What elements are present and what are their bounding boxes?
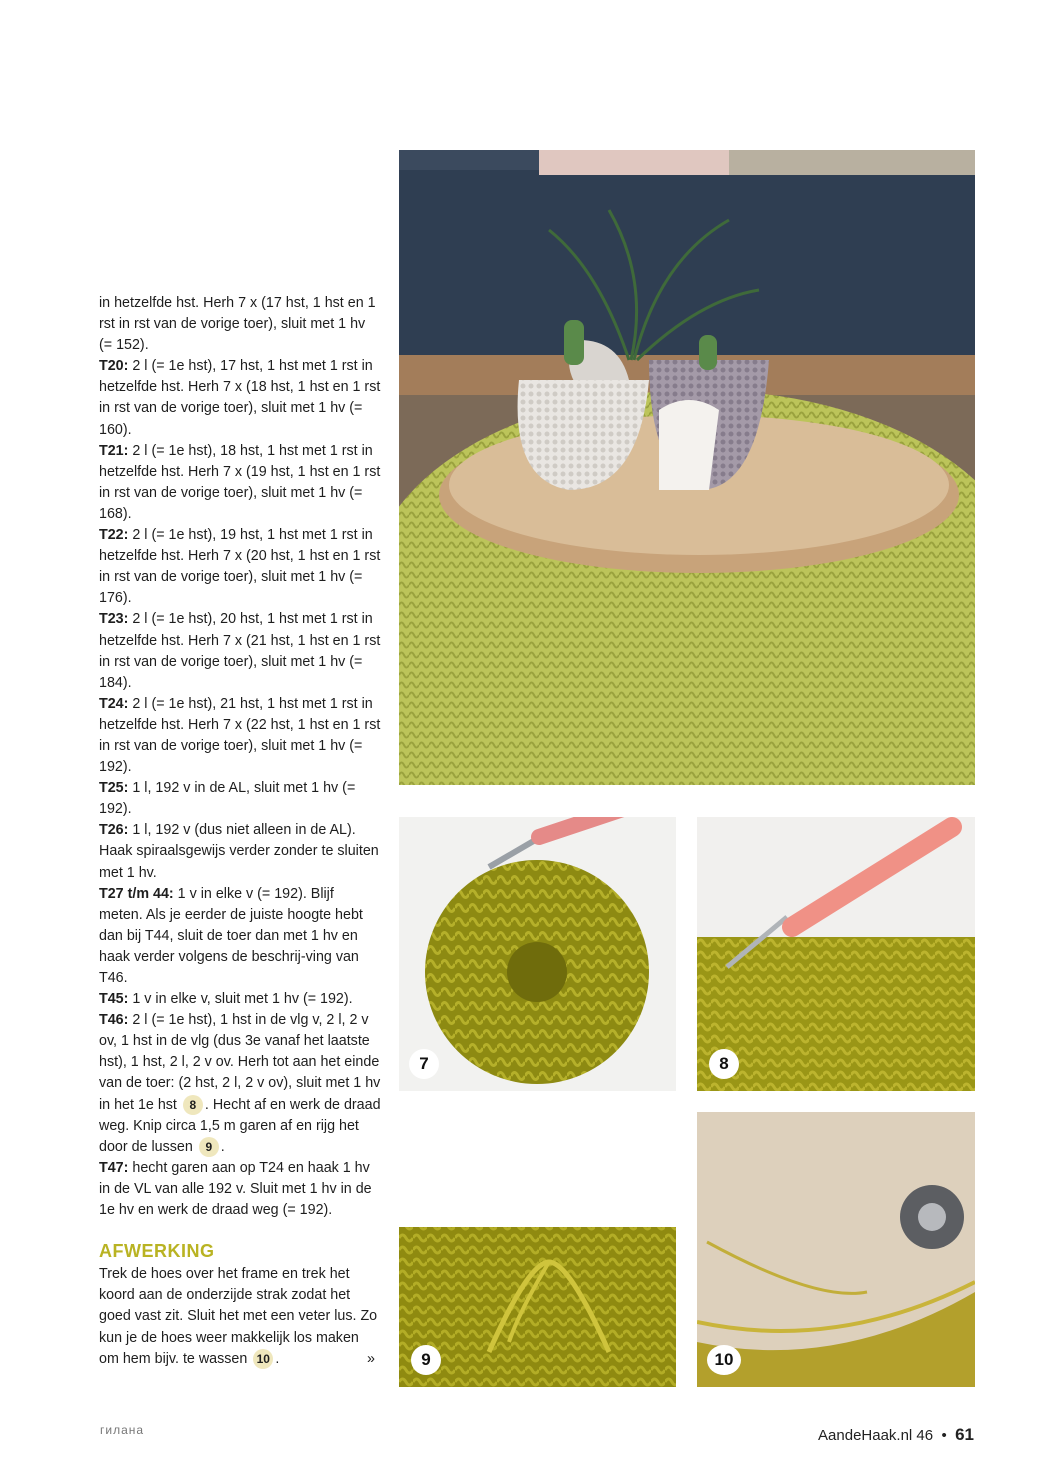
round-row	[99, 778, 381, 820]
photo-10	[697, 1112, 975, 1387]
round-label: T26:	[99, 822, 129, 839]
footer-site: AandeHaak.nl 46	[818, 1427, 934, 1444]
round-label: T47:	[99, 1159, 129, 1176]
round-text: 1 v in elke v (= 192). Blijf meten. Als je eerder de juiste hoogte hebt dan bij T44, sluit de toer dan met 1 hv en haak verder volgens de beschrij-ving van T46.	[99, 885, 363, 986]
round-text: .	[220, 1138, 225, 1155]
footer-page-info	[818, 1425, 974, 1445]
finish-end: .	[275, 1350, 280, 1367]
round-label: T27 t/m 44:	[99, 885, 174, 902]
round-row	[99, 884, 381, 989]
photo-ref-badge: 10	[253, 1349, 273, 1369]
round-row	[99, 356, 381, 440]
photo-number: 10	[707, 1345, 741, 1375]
round-list	[99, 356, 381, 1010]
round-text: hecht garen aan op T24 en haak 1 hv in de VL van alle 192 v. Sluit met 1 hv in de 1e hv en werk de draad weg (= 192).	[99, 1159, 372, 1219]
round-label: T46:	[99, 1012, 129, 1029]
round-label: T45:	[99, 991, 129, 1008]
section-title: AFWERKING	[99, 1241, 215, 1262]
paragraph-intro: in hetzelfde hst. Herh 7 x (17 hst, 1 hst en 1 rst in rst van de vorige toer), sluit met 1 hv (= 152).	[99, 295, 376, 354]
photo-ref-badge: 8	[183, 1095, 203, 1115]
photo-number: 9	[411, 1345, 441, 1375]
footer-bullet: •	[941, 1427, 947, 1444]
page-number: 61	[955, 1425, 974, 1444]
round-label: T20:	[99, 358, 129, 375]
round-text: 2 l (= 1e hst), 20 hst, 1 hst met 1 rst in hetzelfde hst. Herh 7 x (21 hst, 1 hst en 1 rst in rst van de vorige toer), sluit met 1 hv (= 184).	[99, 611, 381, 691]
finish-paragraph	[99, 1264, 381, 1369]
round-text: 2 l (= 1e hst), 19 hst, 1 hst met 1 rst in hetzelfde hst. Herh 7 x (20 hst, 1 hst en 1 rst in rst van de vorige toer), sluit met 1 hv (= 176).	[99, 527, 381, 607]
round-label: T21:	[99, 442, 129, 459]
photo-9	[399, 1112, 676, 1387]
round-row	[99, 694, 381, 778]
photo-8	[697, 817, 975, 1091]
round-text: 1 l, 192 v (dus niet alleen in de AL). Haak spiraalsgewijs verder zonder te sluiten met 1 hv.	[99, 822, 379, 881]
round-label: T23:	[99, 611, 129, 628]
photo-number: 7	[409, 1049, 439, 1079]
round-text: 1 v in elke v, sluit met 1 hv (= 192).	[128, 991, 353, 1008]
round-row	[99, 820, 381, 883]
main-photo-pouf	[399, 150, 975, 785]
photo-ref-badge: 9	[199, 1137, 219, 1157]
footer-watermark: гилана	[100, 1423, 145, 1437]
round-label: T25:	[99, 780, 129, 797]
round-label: T22:	[99, 527, 129, 544]
round-t47	[99, 1158, 381, 1221]
round-row	[99, 609, 381, 693]
round-label: T24:	[99, 695, 129, 712]
round-text: 2 l (= 1e hst), 1 hst in de vlg v, 2 l, 2 v ov, 1 hst in de vlg (dus 3e vanaf het laatste hst), 1 hst, 2 l, 2 v ov. Herh tot aan het einde van de toer: (2 hst, 2 l, 2 v ov), sluit met 1 hv in het 1e hst	[99, 1012, 381, 1113]
round-text: . Hecht af en werk de draad weg. Knip circa 1,5 m garen af en rijg het door de lussen	[99, 1096, 381, 1155]
round-row	[99, 989, 381, 1010]
photo-number: 8	[709, 1049, 739, 1079]
finish-text: Trek de hoes over het frame en trek het koord aan de onderzijde strak zodat het goed vast zit. Sluit het met een veter lus. Zo kun je de hoes weer makkelijk los maken om hem bijv. te wassen	[99, 1266, 378, 1367]
round-text: 2 l (= 1e hst), 18 hst, 1 hst met 1 rst in hetzelfde hst. Herh 7 x (19 hst, 1 hst en 1 rst in rst van de vorige toer), sluit met 1 hv (= 168).	[99, 442, 381, 522]
round-text: 1 l, 192 v in de AL, sluit met 1 hv (= 192).	[99, 780, 356, 818]
round-t46	[99, 1010, 381, 1158]
photo-7	[399, 817, 676, 1091]
round-row	[99, 441, 381, 525]
continue-arrow: »	[367, 1350, 375, 1367]
round-text: 2 l (= 1e hst), 17 hst, 1 hst met 1 rst in hetzelfde hst. Herh 7 x (18 hst, 1 hst en 1 rst in rst van de vorige toer), sluit met 1 hv (= 160).	[99, 358, 381, 438]
round-row	[99, 525, 381, 609]
instructions-column	[99, 293, 381, 1370]
round-text: 2 l (= 1e hst), 21 hst, 1 hst met 1 rst in hetzelfde hst. Herh 7 x (22 hst, 1 hst en 1 rst in rst van de vorige toer), sluit met 1 hv (= 192).	[99, 695, 381, 776]
